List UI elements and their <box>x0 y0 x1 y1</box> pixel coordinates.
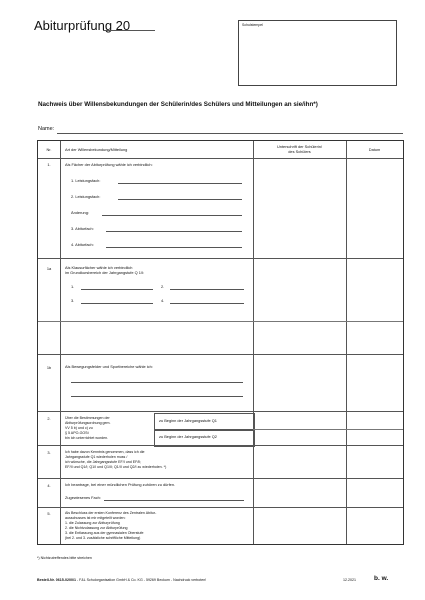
col-divider-nr <box>60 141 61 544</box>
row-2-number: 2. <box>47 416 51 421</box>
row-2-line-1: Über die Bestimmungen der <box>65 416 110 420</box>
row-4-line-1: Ich beantrage, bei einer mündlichen Prüfung zuhören zu dürfen. <box>65 482 176 487</box>
row-1a-line-1: Als Klausurfächer wähle ich verbindlich <box>65 265 133 270</box>
name-label: Name: <box>38 126 55 132</box>
col-header-signature-1: Unterschrift der Schülerin/ <box>277 144 322 149</box>
document-heading: Nachweis über Willensbekundungen der Schülerin/des Schülers und Mitteilungen an sie/ihn*) <box>38 101 318 108</box>
row-3-line-4: EF/II und Q1/I; Q1/I und Q1/II; Q1/II und Q2/I zu wiederholen. *) <box>65 465 167 469</box>
year-blank-line[interactable] <box>103 30 155 31</box>
row-5-line-5: 3. die Entlassung aus der gymnasialen Oberstufe <box>65 531 144 535</box>
row-5-line-2: ausschusses ist mir mitgeteilt worden: <box>65 516 126 520</box>
row-divider-1b <box>38 411 403 412</box>
row-1-lf2-label: 2. Leistungsfach: <box>71 194 101 199</box>
row-3-number: 3. <box>47 450 51 455</box>
af3-field-line[interactable] <box>106 231 242 232</box>
aenderung-field-line[interactable] <box>102 215 242 216</box>
publisher-text: - F&L Schulorganisation GmbH & Co. KG - 59269 Beckum - Nachdruck verboten! <box>75 578 207 582</box>
row-1b-number: 1b <box>46 365 52 370</box>
order-number: Bestell-Nr. 0615-0200/1 <box>37 578 76 582</box>
row-1-lf1-label: 1. Leistungsfach: <box>71 178 101 183</box>
q1-q2-divider-right <box>253 429 403 430</box>
klausur-1-field-line[interactable] <box>81 289 153 290</box>
row-3-line-1: Ich habe davon Kenntnis genommen, dass ich die <box>65 450 145 454</box>
turn-over-note: b. w. <box>374 575 389 582</box>
row-divider-1a <box>38 354 403 355</box>
row-3-line-3: ich wünsche, die Jahrgangsstufe EF/I und EF/II; <box>65 460 142 464</box>
row-3-line-2: Jahrgangsstufe Q1 wiederholen muss / <box>65 455 128 459</box>
row-2-line-4: § 5 APO-GOSt <box>65 431 89 435</box>
name-field-line[interactable] <box>57 133 403 134</box>
sport-field-line-2[interactable] <box>71 396 243 397</box>
klausur-4-field-line[interactable] <box>170 303 244 304</box>
row-1b-text: Als Bewegungsfelder und Sportbereiche wähle ich: <box>65 364 153 369</box>
row-2-line-2: Abiturprüfungsordnung gem. <box>65 421 111 425</box>
footnote: *) Nichtzutreffendes bitte streichen <box>37 556 92 560</box>
row-2-q1-label: zu Beginn der Jahrgangsstufe Q1 <box>159 418 217 423</box>
klausur-3-field-line[interactable] <box>81 303 153 304</box>
row-divider-4 <box>38 507 403 508</box>
header-divider <box>38 158 403 159</box>
row-1-af3-label: 3. Abiturfach: <box>71 226 94 231</box>
klausur-2-field-line[interactable] <box>170 289 244 290</box>
row-4-number: 4. <box>47 483 51 488</box>
row-1-af4-label: 4. Abiturfach: <box>71 242 94 247</box>
declaration-table <box>37 140 404 545</box>
row-1a-number: 1a <box>46 266 52 271</box>
assigned-subject-field-line[interactable] <box>104 500 244 501</box>
col-divider-art <box>253 141 254 544</box>
row-1a-line-2: im Grundkursbereich der Jahrgangstufe Q 1/I: <box>65 270 145 275</box>
col-header-signature-2: des Schülers <box>288 149 311 154</box>
edition-date: 12.2021 <box>343 578 356 582</box>
row-5-line-1: Als Beschluss der ersten Konferenz des Zentralen Abitur- <box>65 511 157 515</box>
row-2-q2-label: zu Beginn der Jahrgangsstufe Q2 <box>159 434 217 439</box>
row-1a-n2: 2. <box>161 284 165 289</box>
row-1-number: 1. <box>47 162 51 167</box>
col-divider-sig <box>346 141 347 544</box>
row-5-line-4: 2. die Nichtzulassung zur Abiturprüfung <box>65 526 128 530</box>
row-5-line-6: (bei 2. und 3. zusätzliche schriftliche Mitteilung) <box>65 536 141 540</box>
col-header-nr: Nr. <box>46 147 52 152</box>
lf1-field-line[interactable] <box>118 183 242 184</box>
page-title: Abiturprüfung 20 <box>34 18 131 33</box>
row-divider-1 <box>38 258 403 259</box>
af4-field-line[interactable] <box>106 247 242 248</box>
row-divider-3 <box>38 478 403 479</box>
row-5-number: 5. <box>47 511 51 516</box>
publisher-line <box>37 578 206 582</box>
stamp-label: Schulstempel <box>242 23 264 27</box>
school-stamp-box <box>238 20 397 86</box>
row-1-intro: Als Fächer der Abiturprüfung wähle ich verbindlich: <box>65 162 153 167</box>
row-5-line-3: 1. die Zulassung zur Abiturprüfung <box>65 521 120 525</box>
row-1-aenderung-label: Änderung: <box>71 210 89 215</box>
row-1a-n3: 3. <box>71 298 75 303</box>
row-1a-n4: 4. <box>161 298 165 303</box>
row-4-line-2: Zugewiesenes Fach: <box>65 495 101 500</box>
col-header-date: Datum <box>368 147 381 152</box>
lf2-field-line[interactable] <box>118 199 242 200</box>
sport-field-line-1[interactable] <box>71 382 243 383</box>
row-2-line-5: bin ich unterrichtet worden. <box>65 436 109 440</box>
row-1a-n1: 1. <box>71 284 75 289</box>
row-2-line-3: VV 5 b) und c) zu <box>65 426 93 430</box>
row-divider-1a-inner <box>38 321 403 322</box>
col-header-art: Art der Willensbekundung/Mitteilung <box>65 147 128 152</box>
